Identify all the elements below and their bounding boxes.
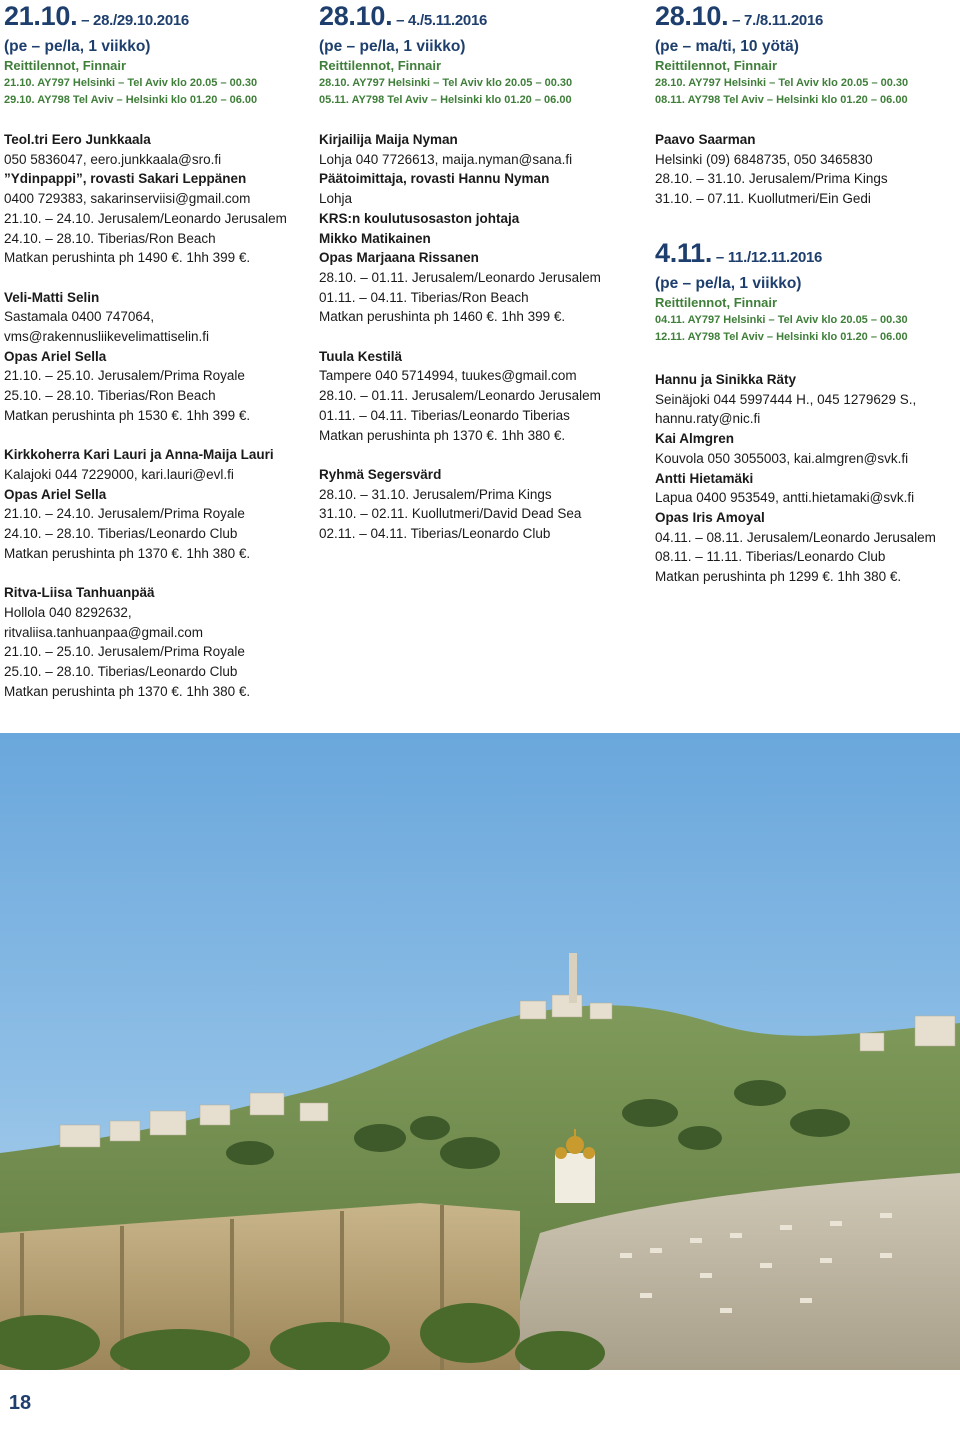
group-leader-name: Kirkkoherra Kari Lauri ja Anna-Maija Lauri xyxy=(4,447,274,463)
jerusalem-photo xyxy=(0,733,960,1370)
airline: Reittilennot, Finnair xyxy=(319,58,442,73)
airline: Reittilennot, Finnair xyxy=(655,58,778,73)
tour-date-main: 28.10. xyxy=(319,1,393,31)
group-detail-line: 28.10. – 01.11. Jerusalem/Leonardo Jerusalem xyxy=(319,388,601,404)
tour-duration: (pe – pe/la, 1 viikko) xyxy=(655,275,802,292)
tour-group xyxy=(655,130,955,209)
group-leader-name: Ritva-Liisa Tanhuanpää xyxy=(4,585,155,601)
group-detail-line: 25.10. – 28.10. Tiberias/Ron Beach xyxy=(4,388,216,404)
tour-header-4 xyxy=(655,237,908,346)
group-list-2 xyxy=(319,130,649,544)
group-detail-line: 04.11. – 08.11. Jerusalem/Leonardo Jerusalem xyxy=(655,529,936,545)
group-detail-line: Matkan perushinta ph 1299 €. 1hh 380 €. xyxy=(655,569,902,585)
tour-group xyxy=(4,288,324,426)
flight-out: 04.11. AY797 Helsinki – Tel Aviv klo 20.05 – 00.30 xyxy=(655,314,908,326)
group-detail-line: 24.10. – 28.10. Tiberias/Leonardo Club xyxy=(4,526,238,542)
group-person-name: Opas Iris Amoyal xyxy=(655,509,765,525)
group-list-3 xyxy=(655,130,955,209)
group-person-name: Päätoimittaja, rovasti Hannu Nyman xyxy=(319,171,550,187)
group-person-name: KRS:n koulutusosaston johtaja xyxy=(319,210,520,226)
group-detail-line: 08.11. – 11.11. Tiberias/Leonardo Club xyxy=(655,549,886,565)
group-detail-line: 25.10. – 28.10. Tiberias/Leonardo Club xyxy=(4,663,238,679)
tour-group xyxy=(4,583,324,701)
group-detail-line: Kalajoki 044 7229000, kari.lauri@evl.fi xyxy=(4,466,234,482)
airline: Reittilennot, Finnair xyxy=(655,295,778,310)
group-detail-line: Lohja xyxy=(319,191,353,207)
tour-date-range: – 11./12.11.2016 xyxy=(712,249,823,266)
group-person-name: Kai Almgren xyxy=(655,431,735,447)
tour-date-range: – 7./8.11.2016 xyxy=(728,12,824,29)
tour-date-main: 4.11. xyxy=(655,238,713,268)
column-2 xyxy=(319,0,629,542)
group-detail-line: hannu.raty@nic.fi xyxy=(655,411,761,427)
jerusalem-landscape-illustration xyxy=(0,733,960,1370)
group-leader-name: Tuula Kestilä xyxy=(319,348,403,364)
group-detail-line: Matkan perushinta ph 1370 €. 1hh 380 €. xyxy=(4,545,251,561)
tour-group xyxy=(319,130,649,327)
column-1 xyxy=(4,0,314,699)
group-detail-line: 31.10. – 07.11. Kuollutmeri/Ein Gedi xyxy=(655,191,871,207)
group-detail-line: 050 5836047, eero.junkkaala@sro.fi xyxy=(4,151,222,167)
group-detail-line: 28.10. – 31.10. Jerusalem/Prima Kings xyxy=(655,171,888,187)
group-person-name: ”Ydinpappi”, rovasti Sakari Leppänen xyxy=(4,171,247,187)
group-detail-line: Lohja 040 7726613, maija.nyman@sana.fi xyxy=(319,151,573,167)
tour-date-4 xyxy=(655,237,908,274)
group-detail-line: Matkan perushinta ph 1460 €. 1hh 399 €. xyxy=(319,309,566,325)
group-detail-line: 28.10. – 01.11. Jerusalem/Leonardo Jerusalem xyxy=(319,269,601,285)
flight-out: 28.10. AY797 Helsinki – Tel Aviv klo 20.05 – 00.30 xyxy=(655,77,909,89)
group-detail-line: 02.11. – 04.11. Tiberias/Leonardo Club xyxy=(319,526,551,542)
group-detail-line: 21.10. – 25.10. Jerusalem/Prima Royale xyxy=(4,368,245,384)
group-spacer xyxy=(4,426,324,446)
tour-header-2 xyxy=(319,0,629,109)
group-person-name: Opas Marjaana Rissanen xyxy=(319,250,479,266)
tour-date-2 xyxy=(319,0,629,37)
group-detail-line: 28.10. – 31.10. Jerusalem/Prima Kings xyxy=(319,486,552,502)
group-leader-name: Ryhmä Segersvärd xyxy=(319,466,442,482)
tour-header-3 xyxy=(655,0,960,109)
tour-date-3 xyxy=(655,0,960,37)
tour-duration: (pe – pe/la, 1 viikko) xyxy=(4,38,151,55)
group-detail-line: Hollola 040 8292632, xyxy=(4,604,132,620)
tour-date-1 xyxy=(4,0,314,37)
group-detail-line: Matkan perushinta ph 1370 €. 1hh 380 €. xyxy=(319,427,566,443)
tour-duration: (pe – ma/ti, 10 yötä) xyxy=(655,38,799,55)
group-detail-line: Sastamala 0400 747064, xyxy=(4,309,155,325)
group-detail-line: Matkan perushinta ph 1530 €. 1hh 399 €. xyxy=(4,407,251,423)
flight-return: 12.11. AY798 Tel Aviv – Helsinki klo 01.20 – 06.00 xyxy=(655,331,908,343)
group-detail-line: Matkan perushinta ph 1490 €. 1hh 399 €. xyxy=(4,250,251,266)
group-detail-line: 24.10. – 28.10. Tiberias/Ron Beach xyxy=(4,230,216,246)
group-detail-line: 0400 729383, sakarinserviisi@gmail.com xyxy=(4,191,251,207)
tour-header-1 xyxy=(4,0,314,109)
group-detail-line: 21.10. – 24.10. Jerusalem/Leonardo Jerusalem xyxy=(4,210,287,226)
group-spacer xyxy=(319,327,649,347)
group-detail-line: Lapua 0400 953549, antti.hietamaki@svk.fi xyxy=(655,490,915,506)
tour-date-range: – 4./5.11.2016 xyxy=(392,12,488,29)
group-list-1 xyxy=(4,130,324,701)
group-person-name: Mikko Matikainen xyxy=(319,230,431,246)
tour-group xyxy=(4,445,324,563)
group-person-name: Opas Ariel Sella xyxy=(4,348,107,364)
group-list-4 xyxy=(655,370,955,587)
column-3 xyxy=(655,0,960,585)
group-person-name: Opas Ariel Sella xyxy=(4,486,107,502)
group-person-name: Antti Hietamäki xyxy=(655,470,754,486)
group-spacer xyxy=(4,563,324,583)
tour-group xyxy=(319,347,649,446)
flight-out: 21.10. AY797 Helsinki – Tel Aviv klo 20.05 – 00.30 xyxy=(4,77,258,89)
group-leader-name: Veli-Matti Selin xyxy=(4,289,100,305)
group-detail-line: Helsinki (09) 6848735, 050 3465830 xyxy=(655,151,873,167)
group-detail-line: 01.11. – 04.11. Tiberias/Leonardo Tiberias xyxy=(319,407,570,423)
group-leader-name: Kirjailija Maija Nyman xyxy=(319,132,458,147)
flight-out: 28.10. AY797 Helsinki – Tel Aviv klo 20.05 – 00.30 xyxy=(319,77,573,89)
tour-date-main: 28.10. xyxy=(655,1,729,31)
flight-return: 29.10. AY798 Tel Aviv – Helsinki klo 01.20 – 06.00 xyxy=(4,94,258,106)
group-detail-line: 01.11. – 04.11. Tiberias/Ron Beach xyxy=(319,289,529,305)
group-spacer xyxy=(4,268,324,288)
group-detail-line: Matkan perushinta ph 1370 €. 1hh 380 €. xyxy=(4,683,251,699)
tour-group xyxy=(4,130,324,268)
group-spacer xyxy=(319,445,649,465)
group-leader-name: Hannu ja Sinikka Räty xyxy=(655,372,797,387)
group-detail-line: 31.10. – 02.11. Kuollutmeri/David Dead Sea xyxy=(319,506,582,522)
flight-return: 08.11. AY798 Tel Aviv – Helsinki klo 01.20 – 06.00 xyxy=(655,94,908,106)
group-detail-line: Tampere 040 5714994, tuukes@gmail.com xyxy=(319,368,577,384)
tour-group xyxy=(319,465,649,544)
group-detail-line: ritvaliisa.tanhuanpaa@gmail.com xyxy=(4,624,204,640)
tour-duration: (pe – pe/la, 1 viikko) xyxy=(319,38,466,55)
flight-return: 05.11. AY798 Tel Aviv – Helsinki klo 01.20 – 06.00 xyxy=(319,94,572,106)
tour-group xyxy=(655,370,955,587)
page-number: 18 xyxy=(0,1370,40,1415)
group-detail-line: 21.10. – 24.10. Jerusalem/Prima Royale xyxy=(4,506,245,522)
group-detail-line: vms@rakennusliikevelimattiselin.fi xyxy=(4,329,210,345)
tour-date-main: 21.10. xyxy=(4,1,78,31)
airline: Reittilennot, Finnair xyxy=(4,58,127,73)
group-leader-name: Paavo Saarman xyxy=(655,132,756,147)
group-detail-line: Seinäjoki 044 5997444 H., 045 1279629 S., xyxy=(655,391,917,407)
group-leader-name: Teol.tri Eero Junkkaala xyxy=(4,132,151,147)
group-detail-line: 21.10. – 25.10. Jerusalem/Prima Royale xyxy=(4,644,245,660)
group-detail-line: Kouvola 050 3055003, kai.almgren@svk.fi xyxy=(655,450,909,466)
tour-date-range: – 28./29.10.2016 xyxy=(77,12,189,29)
